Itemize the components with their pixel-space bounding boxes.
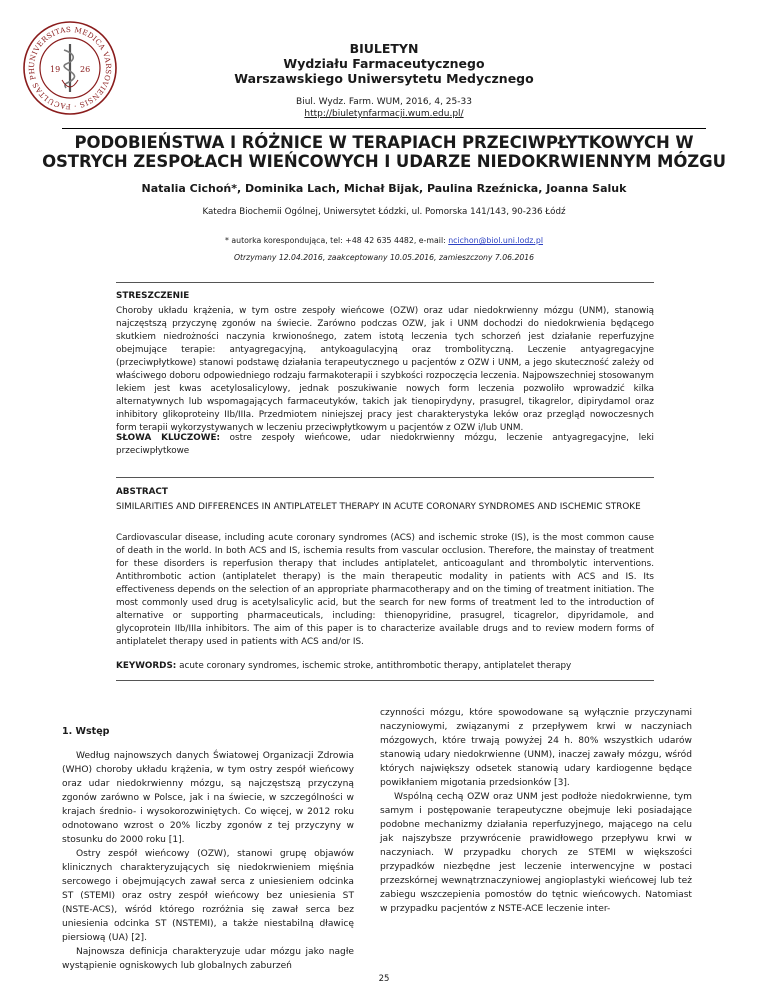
keywords-pl: [116, 432, 654, 458]
keywords-en: [116, 660, 654, 673]
keywords-pl-label: SŁOWA KLUCZOWE:: [116, 433, 220, 443]
journal-citation: Biul. Wydz. Farm. WUM, 2016, 4, 25-33: [296, 97, 472, 107]
header-divider: [62, 128, 706, 129]
body-paragraph: Wspólną cechą OZW oraz UNM jest podłoże niedokrwienne, tym samym i postępowanie terapeutyczne obejmuje leki posiadające podobne mechanizmy działania reperfuzyjnego, mającego na celu jak najszybsze przywrócenie prawidłowego przepływu krwi w naczyniach. W przypadku chorych ze STEMI w większości przypadków niezbędne jest leczenie interwencyjne w postaci przezskórnej wewnątrznaczyniowej angioplastyki wieńcowej lub też zabiegu wszczepienia pomostów do tętnic wieńcowych. Natomiast w przypadku pacjentów z NSTE-ACE leczenie inter-: [380, 792, 692, 914]
streszczenie-heading: STRESZCZENIE: [116, 291, 190, 301]
right-column: [380, 706, 692, 916]
body-paragraph: czynności mózgu, które spowodowane są wyłącznie przyczynami naczyniowymi, związanymi z przepływem krwi w naczyniach mózgowych, które trwają powyżej 24 h. 80% wszystkich udarów stanowią udary niedokrwienne (UNM), inaczej zawały mózgu, wśród których największy odsetek stanowią udary kardiogenne będące powikłaniem migotania przedsionków [3].: [380, 708, 692, 788]
seal-ring-text: UNIVERSITAS MEDICA VARSOVIENSIS · FACULTAS PH: [26, 24, 114, 112]
corresponding-author: [40, 235, 728, 246]
streszczenie-text: Choroby układu krążenia, w tym ostre zespoły wieńcowe (OZW) oraz udar niedokrwienny mózgu (UNM), stanowią najczęstszą przyczynę zgonów na świecie. Zarówno podczas OZW, jak i UNM dochodzi do niedokrwienia będącego skutkiem niedrożności naczynia krwionośnego, zatem istotą leczenia tych schorzeń jest działanie reperfuzyjne obejmujące terapie: antyagregacyjną, antykoagulacyjną oraz trombolityczną. Leczenie antyagregacyjne (przeciwpłytkowe) stanowi podstawę działania terapeutycznego u pacjentów z OZW i UNM, a jego skuteczność zależy od właściwego doboru odpowiedniego rodzaju farmakoterapii i szybkości rozpoczęcia leczenia. Najpowszechniej stosowanym lekiem jest kwas acetylosalicylowy, jednak poszukiwanie nowych form leczenia pozwoliło wprowadzić kilka alternatywnych lub wspomagających farmaceutyków, takich jak tienopirydyny, prasugrel, tikagrelor, dipirydamol oraz inhibitory glikoproteiny IIb/IIIa. Przedmiotem niniejszej pracy jest charakterystyka leków oraz przegląd nowoczesnych form terapii wykorzystywanych w leczeniu przeciwpłytkowym u pacjentów z OZW i/lub UNM.: [116, 306, 654, 433]
corresponding-email-link[interactable]: ncichon@biol.uni.lodz.pl: [448, 236, 543, 245]
summary-top-rule: [116, 282, 654, 283]
body-paragraph: Według najnowszych danych Światowej Organizacji Zdrowia (WHO) choroby układu krążenia, w tym ostry zespół wieńcowy oraz udar niedokrwienny mózgu, są najczęstszą przyczyną zgonów zarówno w Polsce, jak i na świecie, w szczególności w krajach średnio- i wysokorozwiniętych. Co więcej, w 2012 roku odnotowano wzrost o 20% liczby zgonów z tej przyczyny w stosunku do 2000 roku [1].: [62, 751, 354, 845]
summary-mid-rule: [116, 477, 654, 478]
seal-graphic: [22, 20, 118, 116]
left-column: [62, 749, 354, 973]
keywords-en-values: acute coronary syndromes, ischemic stroke, antithrombotic therapy, antiplatelet therapy: [176, 661, 572, 671]
body-paragraph: Ostry zespół wieńcowy (OZW), stanowi grupę objawów klinicznych charakteryzujących się niedokrwieniem mięśnia sercowego i obejmujących zawał serca z uniesieniem odcinka ST (STEMI) oraz ostry zespół wieńcowy bez uniesienia ST (NSTE-ACS), wśród którego rozróżnia się zawał serca bez uniesienia odcinka ST (NSTEMI), a także niestabilną dławicę piersiową (UA) [2].: [62, 849, 354, 943]
corresponding-label: * autorka korespondująca, tel: +48 42 635 4482, e-mail:: [225, 236, 449, 245]
page-number: 25: [378, 974, 390, 984]
journal-url-link[interactable]: http://biuletynfarmacji.wum.edu.pl/: [304, 109, 464, 119]
authors: Natalia Cichoń*, Dominika Lach, Michał Bijak, Paulina Rzeźnicka, Joanna Saluk: [141, 182, 627, 195]
journal-name-line2: Wydziału Farmaceutycznego: [283, 56, 485, 71]
abstract-text: Cardiovascular disease, including acute coronary syndromes (ACS) and ischemic stroke (IS), is the most common cause of death in the world. In both ACS and IS, ischemia results from vascular occlusion. Therefore, the mainstay of treatment for these disorders is reperfusion therapy that includes antiplatelet, anticoagulant and thrombolytic interventions. Antithrombotic action (antiplatelet therapy) is the main therapeutic modality in patients with ACS and IS. Its effectiveness depends on the selection of an appropriate pharmacotherapy and on the timing of treatment initiation. The most commonly used drug is acetylsalicylic acid, but the search for new forms of treatment led to the introduction of alternative or supporting pharmaceuticals, including: thienopyridine, prasugrel, ticagrelor, dipyridamole, and glycoprotein IIb/IIIa inhibitors. The aim of this paper is to characterize available drugs and to review modern forms of antiplatelet therapy used in patients with ACS and/or IS.: [116, 533, 654, 647]
article-title-line2: OSTRYCH ZESPOŁACH WIEŃCOWYCH I UDARZE NIEDOKRWIENNYM MÓZGU: [42, 152, 726, 171]
summary-bottom-rule: [116, 680, 654, 681]
keywords-en-label: KEYWORDS:: [116, 661, 177, 671]
university-seal: [22, 20, 118, 116]
abstract-heading: ABSTRACT: [116, 487, 168, 497]
section-heading-intro: 1. Wstęp: [62, 726, 110, 737]
keywords-pl-values: ostre zespoły wieńcowe, udar niedokrwienny mózgu, leczenie antyagregacyjne, leki przeciwpłytkowe: [116, 433, 655, 456]
journal-name-line3: Warszawskiego Uniwersytetu Medycznego: [234, 71, 534, 86]
affiliation: Katedra Biochemii Ogólnej, Uniwersytet Łódzki, ul. Pomorska 141/143, 90-236 Łódź: [202, 207, 566, 217]
seal-year-right: 26: [80, 65, 91, 74]
abstract-english-title: SIMILARITIES AND DIFFERENCES IN ANTIPLATELET THERAPY IN ACUTE CORONARY SYNDROMES AND ISCHEMIC STROKE: [116, 502, 641, 512]
article-title-line1: PODOBIEŃSTWA I RÓŻNICE W TERAPIACH PRZECIWPŁYTKOWYCH W: [74, 133, 694, 152]
body-paragraph: Najnowsza definicja charakteryzuje udar mózgu jako nagłe wystąpienie ogniskowych lub globalnych zaburzeń: [62, 947, 354, 971]
publication-dates: Otrzymany 12.04.2016, zaakceptowany 10.05.2016, zamieszczony 7.06.2016: [233, 253, 535, 262]
seal-year-left: 19: [50, 65, 61, 74]
journal-name-line1: BIULETYN: [349, 41, 419, 56]
